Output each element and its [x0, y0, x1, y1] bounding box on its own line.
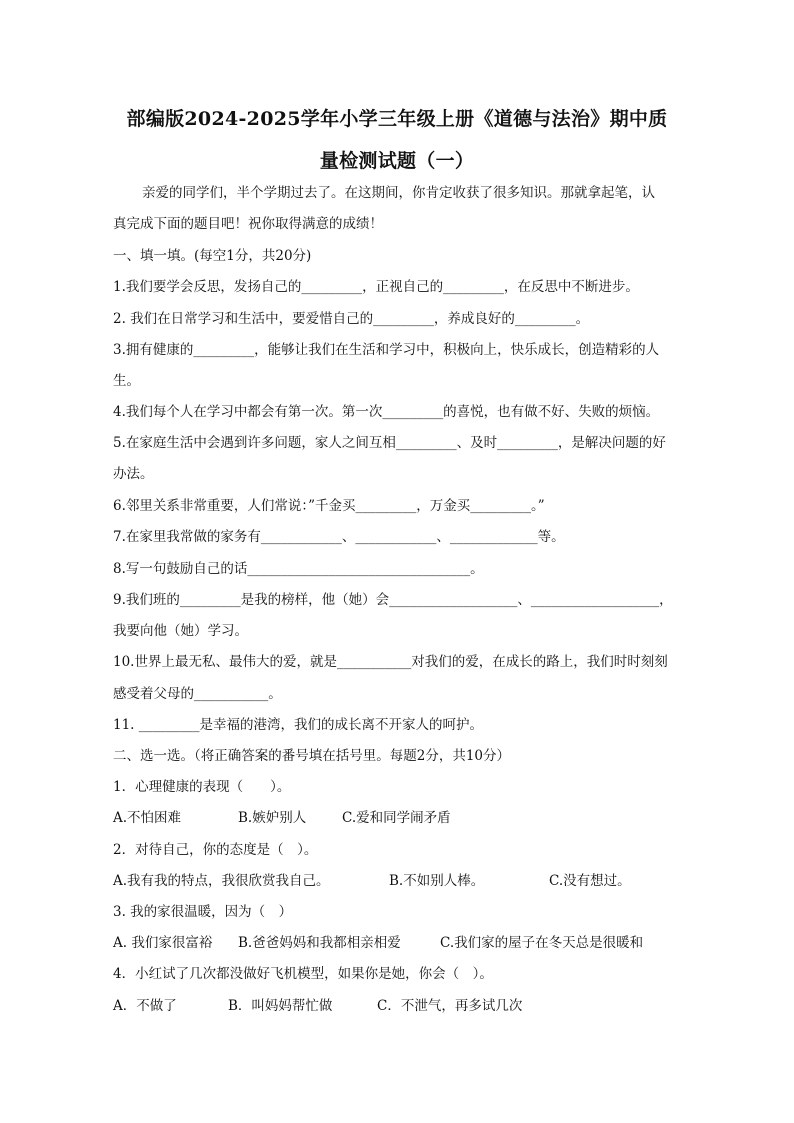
section-heading-choice: 二、选一选。（将正确答案的番号填在括号里。每题2分，共10分） — [113, 748, 511, 764]
question-2: 2. 我们在日常学习和生活中，要爱惜自己的_________，养成良好的_________。 — [113, 311, 590, 327]
choice-1-option-a: A.不怕困难 — [113, 810, 182, 826]
choice-2-option-c: C.没有想过。 — [549, 873, 631, 889]
choice-question-2: 2．对待自己，你的态度是（ ）。 — [113, 842, 318, 858]
question-9: 9.我们班的_________是我的榜样，他（她）会___________________、___________________， — [113, 592, 673, 608]
question-5: 5.在家庭生活中会遇到许多问题，家人之间互相_________、及时_________，是解决问题的好 — [113, 435, 666, 451]
choice-4-option-a: A．不做了 — [113, 998, 177, 1014]
intro-text-continued: 真完成下面的题目吧！祝你取得满意的成绩！ — [113, 216, 383, 232]
question-10: 10.世界上最无私、最伟大的爱，就是___________对我们的爱，在成长的路上，我们时时刻刻 — [113, 654, 668, 670]
question-10-continued: 感受着父母的___________。 — [113, 686, 282, 702]
choice-3-option-b: B.爸爸妈妈和我都相亲相爱 — [238, 935, 401, 951]
question-6: 6.邻里关系非常重要，人们常说：”千金买_________，万金买_________。” — [113, 498, 545, 514]
intro-text: 亲爱的同学们，半个学期过去了。在这期间，你肯定收获了很多知识。那就拿起笔，认 — [142, 185, 655, 201]
question-7: 7.在家里我常做的家务有____________、____________、_____________等。 — [113, 529, 565, 545]
choice-4-option-c: C．不泄气，再多试几次 — [377, 998, 523, 1014]
question-9-continued: 我要向他（她）学习。 — [113, 623, 248, 639]
page-title-continued: 量检测试题（一） — [319, 150, 475, 172]
question-3-continued: 生。 — [113, 373, 140, 389]
question-8: 8.写一句鼓励自己的话_________________________________。 — [113, 561, 484, 577]
choice-question-4: 4．小红试了几次都没做好飞机模型，如果你是她，你会（ ）。 — [113, 966, 493, 982]
question-5-continued: 办法。 — [113, 466, 154, 482]
choice-3-option-a: A. 我们家很富裕 — [113, 935, 213, 951]
page-title: 部编版2024-2025学年小学三年级上册《道德与法治》期中质 — [126, 108, 668, 130]
choice-question-3: 3. 我的家很温暖，因为（ ） — [113, 904, 293, 920]
choice-question-1: 1．心理健康的表现（ ）。 — [113, 779, 291, 795]
question-1: 1.我们要学会反思，发扬自己的_________，正视自己的_________，在反思中不断进步。 — [113, 279, 639, 295]
choice-2-option-a: A.我有我的特点，我很欣赏我自己。 — [113, 873, 330, 889]
section-heading-fill-in: 一、填一填。(每空1分，共20分) — [113, 248, 312, 264]
choice-4-option-b: B．叫妈妈帮忙做 — [228, 998, 333, 1014]
question-11: 11. _________是幸福的港湾，我们的成长离不开家人的呵护。 — [113, 717, 484, 733]
choice-3-option-c: C.我们家的屋子在冬天总是很暖和 — [440, 935, 644, 951]
choice-1-option-c: C.爱和同学闹矛盾 — [342, 810, 451, 826]
choice-2-option-b: B.不如别人棒。 — [389, 873, 485, 889]
question-4: 4.我们每个人在学习中都会有第一次。第一次_________的喜悦，也有做不好、失败的烦恼。 — [113, 404, 660, 420]
question-3: 3.拥有健康的_________，能够让我们在生活和学习中，积极向上，快乐成长，创造精彩的人 — [113, 342, 660, 358]
choice-1-option-b: B.嫉妒别人 — [238, 810, 307, 826]
